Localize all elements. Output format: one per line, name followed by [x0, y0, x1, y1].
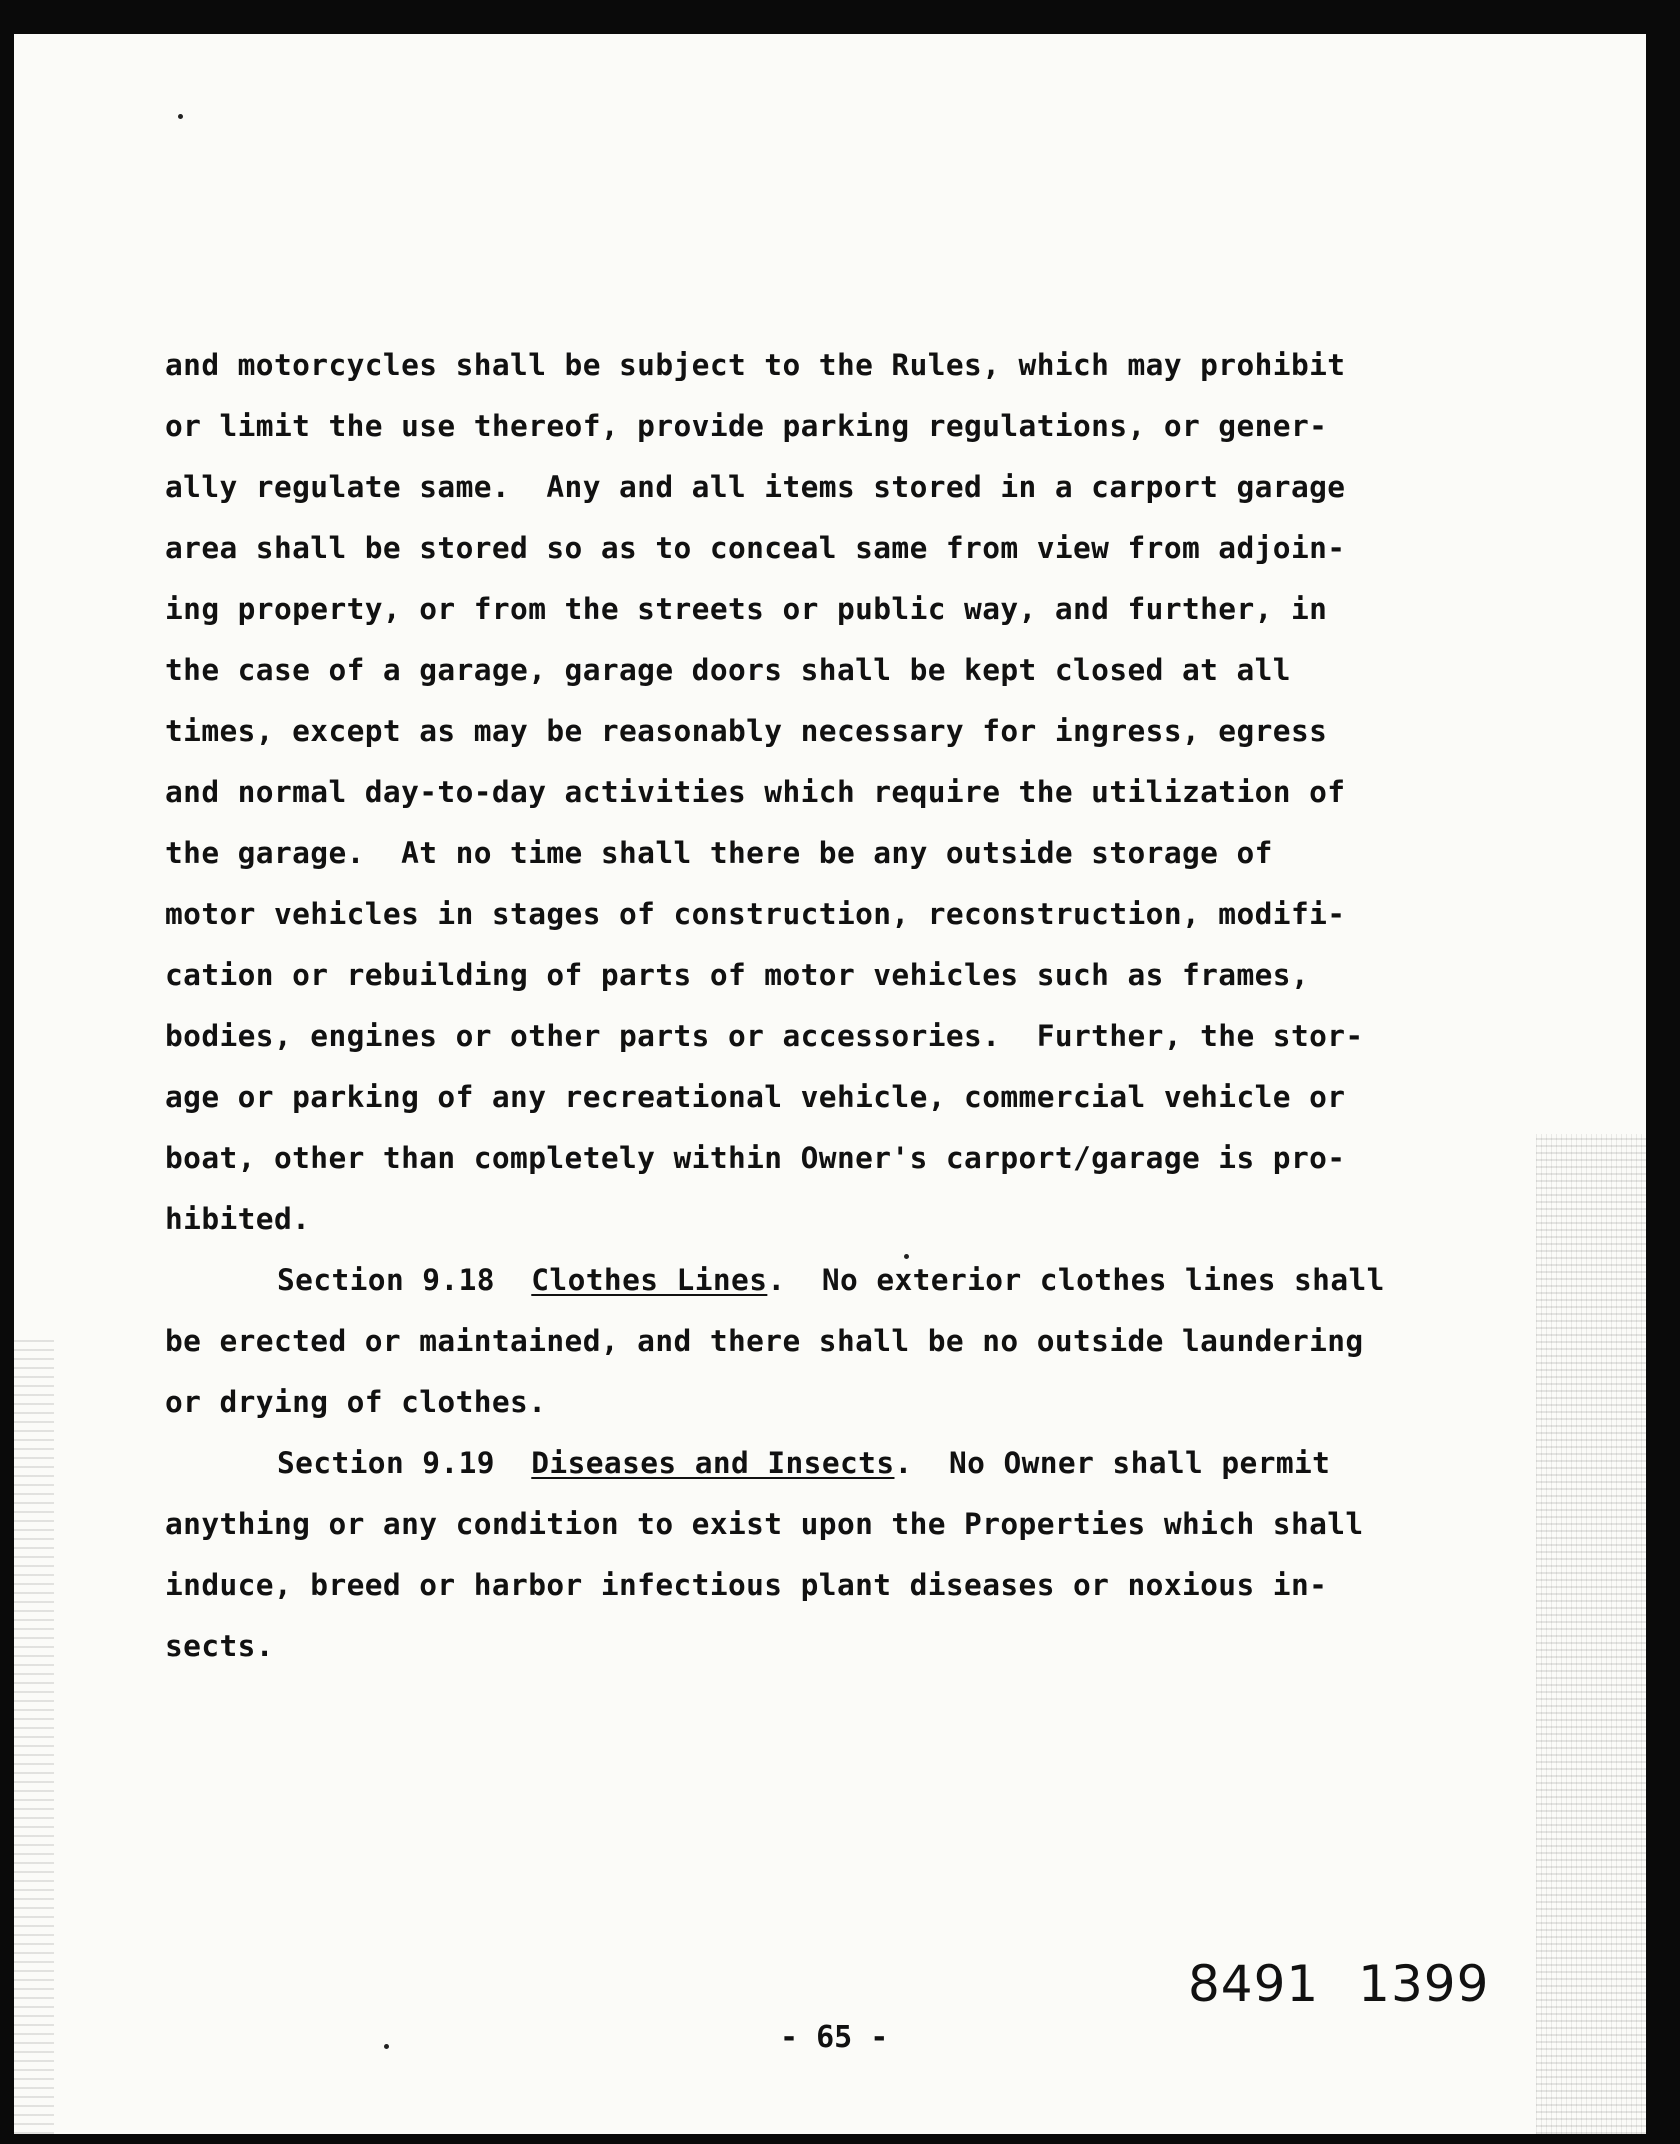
scan-edge-noise	[1536, 1134, 1646, 2134]
text-line: boat, other than completely within Owner's carport/garage is pro-	[165, 1141, 1346, 1175]
paragraph-vehicles	[165, 335, 1495, 1250]
document-text	[165, 335, 1495, 1677]
text-line: area shall be stored so as to conceal same from view from adjoin-	[165, 531, 1346, 565]
text-line: the case of a garage, garage doors shall be kept closed at all	[165, 653, 1291, 687]
text-line: be erected or maintained, and there shall be no outside laundering	[165, 1324, 1364, 1358]
section-heading: Clothes Lines	[531, 1263, 768, 1297]
section-first-line	[165, 1250, 1495, 1311]
text-line: cation or rebuilding of parts of motor vehicles such as frames,	[165, 958, 1310, 992]
section-heading: Diseases and Insects	[531, 1446, 895, 1480]
text-line: hibited.	[165, 1202, 311, 1236]
document-number: 8491 1399	[1188, 1955, 1490, 2013]
section-number: Section 9.19	[277, 1446, 495, 1480]
text-line: ing property, or from the streets or public way, and further, in	[165, 592, 1328, 626]
text-line: times, except as may be reasonably necessary for ingress, egress	[165, 714, 1328, 748]
text-line: motor vehicles in stages of construction, reconstruction, modifi-	[165, 897, 1346, 931]
section-9-18	[165, 1250, 1495, 1433]
text-line: bodies, engines or other parts or accessories. Further, the stor-	[165, 1019, 1364, 1053]
text-line: or limit the use thereof, provide parking regulations, or gener-	[165, 409, 1328, 443]
text-line: induce, breed or harbor infectious plant diseases or noxious in-	[165, 1568, 1328, 1602]
section-first-line	[165, 1433, 1495, 1494]
speck	[178, 114, 183, 119]
section-9-19	[165, 1433, 1495, 1677]
text-line: ally regulate same. Any and all items stored in a carport garage	[165, 470, 1346, 504]
section-text: . No Owner shall permit	[894, 1446, 1331, 1480]
section-number: Section 9.18	[277, 1263, 495, 1297]
text-line: age or parking of any recreational vehicle, commercial vehicle or	[165, 1080, 1346, 1114]
text-line: or drying of clothes.	[165, 1385, 547, 1419]
text-line: and normal day-to-day activities which require the utilization of	[165, 775, 1346, 809]
page-number: - 65 -	[780, 2020, 889, 2055]
text-line: sects.	[165, 1629, 274, 1663]
text-line: anything or any condition to exist upon the Properties which shall	[165, 1507, 1364, 1541]
scan-edge-noise-left	[14, 1334, 54, 2134]
section-text: . No exterior clothes lines shall	[767, 1263, 1385, 1297]
text-line: the garage. At no time shall there be any outside storage of	[165, 836, 1273, 870]
speck	[384, 2044, 389, 2049]
text-line: and motorcycles shall be subject to the Rules, which may prohibit	[165, 348, 1346, 382]
